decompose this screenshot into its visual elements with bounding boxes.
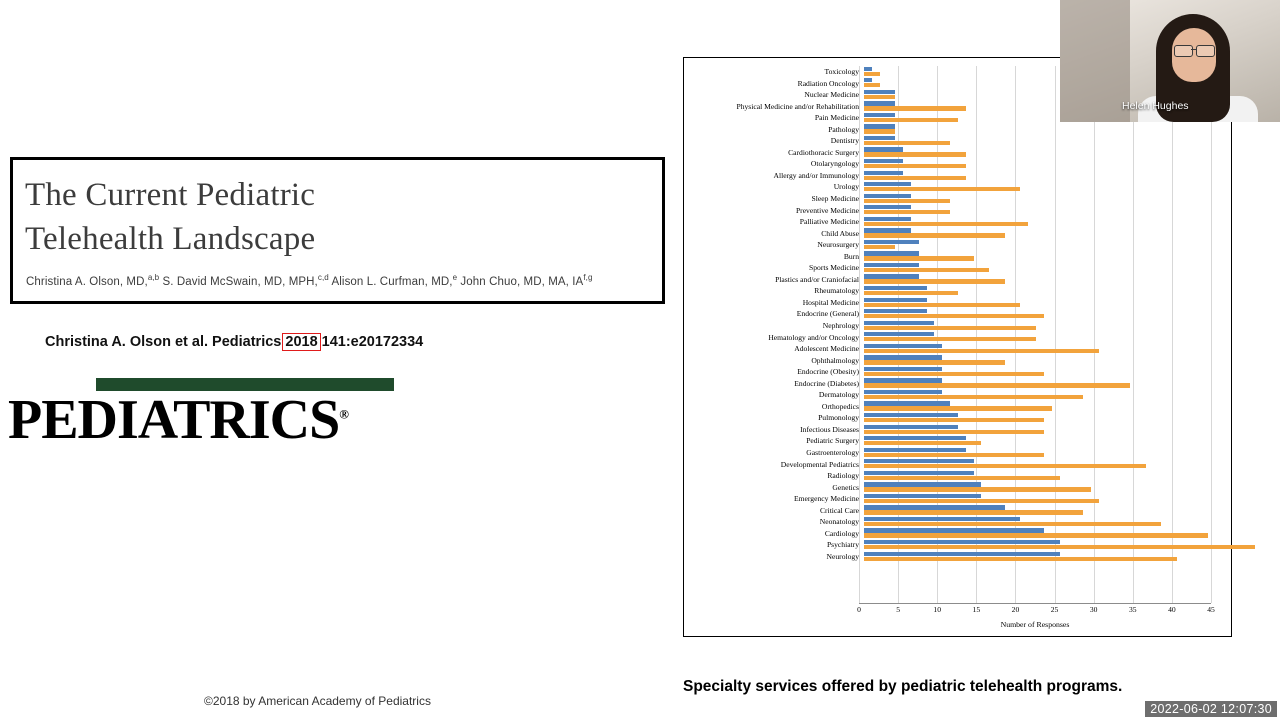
bar-series-1	[864, 101, 895, 105]
chart-row	[684, 378, 1233, 390]
category-label: Pediatric Surgery	[806, 436, 859, 446]
bar-group	[864, 447, 1216, 459]
x-tick-label: 0	[857, 605, 861, 614]
bar-series-2	[864, 106, 966, 110]
bar-group	[864, 320, 1216, 332]
chart-row	[684, 528, 1233, 540]
bar-series-1	[864, 552, 1060, 556]
category-label: Ophthalmology	[811, 355, 859, 365]
category-label: Psychiatry	[826, 540, 859, 550]
bar-series-1	[864, 413, 958, 417]
chart-row	[684, 389, 1233, 401]
bar-series-2	[864, 557, 1177, 561]
bar-series-1	[864, 274, 919, 278]
x-tick-label: 15	[972, 605, 981, 614]
bar-series-1	[864, 136, 895, 140]
bar-series-2	[864, 233, 1005, 237]
bar-series-2	[864, 395, 1083, 399]
bar-series-1	[864, 378, 942, 382]
bar-series-2	[864, 303, 1020, 307]
bar-series-2	[864, 510, 1083, 514]
category-label: Burn	[843, 251, 859, 261]
bar-series-2	[864, 545, 1255, 549]
bar-series-2	[864, 83, 880, 87]
category-label: Adolescent Medicine	[794, 344, 859, 354]
bar-series-1	[864, 344, 942, 348]
bar-group	[864, 170, 1216, 182]
chart-row	[684, 424, 1233, 436]
bar-group	[864, 147, 1216, 159]
bar-series-1	[864, 159, 903, 163]
pediatrics-logo	[8, 378, 408, 451]
bar-series-1	[864, 517, 1020, 521]
category-label: Preventive Medicine	[795, 205, 859, 215]
bar-series-2	[864, 383, 1130, 387]
x-tick-label: 20	[1011, 605, 1020, 614]
category-label: Nuclear Medicine	[804, 90, 859, 100]
bar-series-1	[864, 217, 911, 221]
category-label: Dentistry	[830, 136, 859, 146]
bar-series-1	[864, 240, 919, 244]
citation-prefix: Christina A. Olson et al. Pediatrics	[45, 334, 282, 350]
bar-series-2	[864, 314, 1044, 318]
chart-panel	[683, 57, 1232, 637]
bar-series-2	[864, 279, 1005, 283]
bar-group	[864, 343, 1216, 355]
bar-group	[864, 355, 1216, 367]
bar-series-1	[864, 78, 872, 82]
chart-row	[684, 251, 1233, 263]
bar-series-1	[864, 448, 966, 452]
bar-series-1	[864, 355, 942, 359]
category-label: Child Abuse	[821, 228, 859, 238]
bar-series-2	[864, 176, 966, 180]
category-label: Otolaryngology	[810, 159, 859, 169]
chart-row	[684, 158, 1233, 170]
bar-group	[864, 459, 1216, 471]
bar-series-1	[864, 309, 927, 313]
chart-row	[684, 320, 1233, 332]
chart-row	[684, 436, 1233, 448]
bar-series-2	[864, 129, 895, 133]
bar-group	[864, 493, 1216, 505]
bar-series-2	[864, 464, 1146, 468]
webcam-glasses-right	[1196, 45, 1215, 57]
chart-row	[684, 193, 1233, 205]
category-label: Dermatology	[818, 390, 859, 400]
bar-series-2	[864, 291, 958, 295]
bar-series-2	[864, 152, 966, 156]
category-label: Gastroenterology	[806, 448, 859, 458]
bar-group	[864, 239, 1216, 251]
citation-suffix: 141:e20172334	[321, 334, 424, 350]
citation-line	[45, 334, 423, 350]
bar-series-2	[864, 418, 1044, 422]
bar-series-2	[864, 95, 895, 99]
webcam-glasses-left	[1174, 45, 1193, 57]
chart-row	[684, 516, 1233, 528]
category-label: Neurology	[826, 551, 859, 561]
category-label: Critical Care	[819, 505, 859, 515]
bar-series-1	[864, 182, 911, 186]
bar-series-1	[864, 471, 974, 475]
bar-series-2	[864, 349, 1099, 353]
chart-row	[684, 308, 1233, 320]
bar-series-1	[864, 367, 942, 371]
paper-authors: Christina A. Olson, MD,$^{a,b}$ S. David McSwain, MD, MPH,$^{c,d}$ Alison L. Curfman, MD,$^e$ John Chuo, MD, MA, IA$^{f,g}$	[26, 273, 593, 288]
bar-series-1	[864, 124, 895, 128]
bar-group	[864, 308, 1216, 320]
chart-row	[684, 205, 1233, 217]
category-label: Physical Medicine and/or Rehabilitation	[736, 101, 859, 111]
bar-series-1	[864, 228, 911, 232]
bar-series-1	[864, 194, 911, 198]
bar-series-2	[864, 533, 1208, 537]
chart-row	[684, 539, 1233, 551]
category-label: Hospital Medicine	[802, 297, 859, 307]
webcam-background-door	[1060, 0, 1130, 122]
category-label: Emergency Medicine	[793, 494, 859, 504]
bar-group	[864, 181, 1216, 193]
category-label: Sleep Medicine	[811, 193, 859, 203]
chart-row	[684, 135, 1233, 147]
bar-series-1	[864, 482, 981, 486]
x-tick-label: 5	[896, 605, 901, 614]
bar-group	[864, 378, 1216, 390]
chart-row	[684, 412, 1233, 424]
bar-series-1	[864, 459, 974, 463]
chart-row	[684, 343, 1233, 355]
bar-series-1	[864, 494, 981, 498]
bar-series-1	[864, 67, 872, 71]
paper-title-line-1: The Current Pediatric	[25, 177, 316, 213]
bar-series-2	[864, 326, 1036, 330]
bar-group	[864, 551, 1216, 563]
chart-row	[684, 170, 1233, 182]
bar-group	[864, 274, 1216, 286]
chart-row	[684, 482, 1233, 494]
bar-group	[864, 262, 1216, 274]
category-label: Developmental Pediatrics	[780, 459, 859, 469]
category-label: Urology	[833, 182, 859, 192]
paper-title-box	[10, 157, 665, 304]
bar-group	[864, 412, 1216, 424]
category-label: Radiology	[827, 471, 859, 481]
bar-series-1	[864, 332, 934, 336]
bar-series-1	[864, 321, 934, 325]
bar-series-1	[864, 425, 958, 429]
chart-row	[684, 355, 1233, 367]
bar-series-2	[864, 199, 950, 203]
bar-series-1	[864, 436, 966, 440]
category-label: Orthopedics	[821, 401, 859, 411]
x-tick-label: 40	[1168, 605, 1176, 614]
chart-row	[684, 447, 1233, 459]
bar-series-2	[864, 256, 974, 260]
category-label: Endocrine (Diabetes)	[794, 378, 859, 388]
bar-series-2	[864, 406, 1052, 410]
bar-series-1	[864, 171, 903, 175]
category-label: Rheumatology	[814, 286, 859, 296]
bar-series-2	[864, 487, 1091, 491]
x-axis-label: Number of Responses	[1000, 620, 1070, 629]
chart-row	[684, 147, 1233, 159]
x-tick-label: 35	[1128, 605, 1137, 614]
x-axis-line	[859, 603, 1211, 604]
webcam-glasses-bridge	[1191, 49, 1196, 50]
figure-caption: Specialty services offered by pediatric telehealth programs.	[683, 678, 1123, 695]
bar-group	[864, 285, 1216, 297]
bar-group	[864, 505, 1216, 517]
bar-series-1	[864, 286, 927, 290]
paper-title-line-2: Telehealth Landscape	[25, 220, 316, 257]
category-label: Neonatology	[819, 517, 859, 527]
bar-group	[864, 193, 1216, 205]
category-label: Plastics and/or Craniofacial	[775, 274, 859, 284]
bar-series-1	[864, 540, 1060, 544]
bar-group	[864, 470, 1216, 482]
x-tick-label: 30	[1089, 605, 1098, 614]
webcam-video-tile[interactable]	[1060, 0, 1280, 122]
logo-registered-mark: ®	[339, 406, 348, 422]
bar-series-2	[864, 360, 1005, 364]
bar-group	[864, 389, 1216, 401]
chart-row	[684, 493, 1233, 505]
x-tick-label: 25	[1050, 605, 1059, 614]
bar-series-2	[864, 187, 1020, 191]
logo-wordmark-text: PEDIATRICS	[8, 389, 340, 451]
copyright-notice: ©2018 by American Academy of Pediatrics	[204, 694, 431, 708]
chart-row	[684, 551, 1233, 563]
bar-series-2	[864, 268, 989, 272]
bar-group	[864, 436, 1216, 448]
bar-series-1	[864, 263, 919, 267]
bar-group	[864, 216, 1216, 228]
chart-row	[684, 401, 1233, 413]
recording-timestamp: 2022-06-02 12:07:30	[1145, 701, 1277, 717]
x-tick-label: 45	[1207, 605, 1215, 614]
bar-group	[864, 297, 1216, 309]
bar-series-2	[864, 245, 895, 249]
category-label: Genetics	[832, 482, 859, 492]
chart-row	[684, 274, 1233, 286]
bar-series-1	[864, 90, 895, 94]
bar-series-1	[864, 251, 919, 255]
webcam-participant-name: Helen Hughes	[1122, 100, 1189, 112]
category-label: Hematology and/or Oncology	[768, 332, 859, 342]
chart-row	[684, 228, 1233, 240]
bar-group	[864, 482, 1216, 494]
chart-row	[684, 285, 1233, 297]
bar-group	[864, 366, 1216, 378]
chart-row	[684, 181, 1233, 193]
bar-series-1	[864, 505, 1005, 509]
category-label: Allergy and/or Immunology	[773, 170, 859, 180]
category-label: Cardiology	[824, 528, 859, 538]
category-label: Nephrology	[822, 321, 859, 330]
bar-series-2	[864, 118, 958, 122]
chart-row	[684, 297, 1233, 309]
chart-row	[684, 459, 1233, 471]
category-label: Pain Medicine	[814, 113, 859, 123]
bar-series-2	[864, 499, 1099, 503]
bar-series-1	[864, 205, 911, 209]
chart-row	[684, 470, 1233, 482]
bar-series-2	[864, 72, 880, 76]
citation-year-highlight: 2018	[282, 333, 320, 351]
bar-group	[864, 528, 1216, 540]
bar-group	[864, 332, 1216, 344]
bar-series-2	[864, 476, 1060, 480]
category-label: Pulmonology	[818, 413, 859, 423]
bar-series-1	[864, 298, 927, 302]
bar-series-2	[864, 372, 1044, 376]
bar-series-2	[864, 141, 950, 145]
bar-series-2	[864, 164, 966, 168]
chart-row	[684, 366, 1233, 378]
logo-wordmark	[8, 388, 348, 452]
chart-row	[684, 262, 1233, 274]
bar-series-2	[864, 522, 1161, 526]
bar-group	[864, 401, 1216, 413]
category-label: Infectious Diseases	[800, 424, 859, 434]
chart-plot-area	[684, 66, 1233, 626]
category-label: Pathology	[828, 124, 859, 134]
category-label: Palliative Medicine	[799, 217, 859, 227]
chart-row	[684, 332, 1233, 344]
bar-group	[864, 205, 1216, 217]
bar-series-1	[864, 528, 1044, 532]
bar-group	[864, 124, 1216, 136]
bar-series-2	[864, 453, 1044, 457]
bar-series-2	[864, 222, 1028, 226]
bar-series-1	[864, 113, 895, 117]
bar-group	[864, 135, 1216, 147]
bar-series-2	[864, 430, 1044, 434]
bar-series-1	[864, 147, 903, 151]
bar-series-2	[864, 210, 950, 214]
bar-group	[864, 228, 1216, 240]
category-label: Endocrine (Obesity)	[797, 367, 859, 377]
x-tick-label: 10	[933, 605, 942, 614]
bar-group	[864, 158, 1216, 170]
bar-series-1	[864, 390, 942, 394]
chart-row	[684, 505, 1233, 517]
category-label: Cardiothoracic Surgery	[788, 147, 859, 157]
category-label: Toxicology	[824, 66, 859, 76]
bar-series-1	[864, 401, 950, 405]
bar-series-2	[864, 337, 1036, 341]
chart-row	[684, 124, 1233, 136]
category-label: Radiation Oncology	[797, 78, 859, 88]
chart-row	[684, 239, 1233, 251]
bar-group	[864, 516, 1216, 528]
bar-group	[864, 251, 1216, 263]
category-label: Sports Medicine	[809, 263, 859, 273]
bar-series-2	[864, 441, 981, 445]
bar-group	[864, 424, 1216, 436]
chart-row	[684, 216, 1233, 228]
bar-group	[864, 539, 1216, 551]
category-label: Neurosurgery	[817, 240, 859, 250]
category-label: Endocrine (General)	[796, 309, 859, 319]
